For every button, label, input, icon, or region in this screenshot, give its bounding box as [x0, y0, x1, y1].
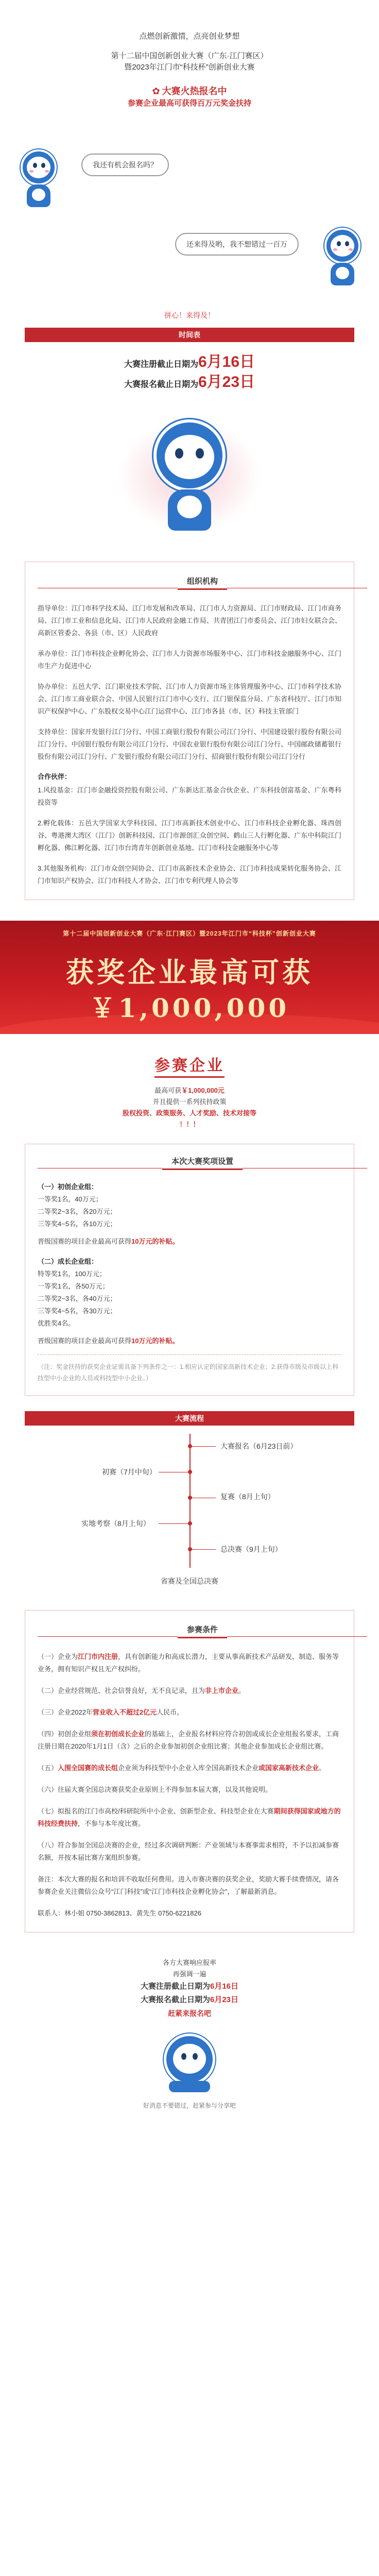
chat-section — [0, 109, 379, 310]
partners-heading: 合作伙伴： — [38, 773, 72, 781]
banner-amount: ￥1,000,000 — [89, 993, 290, 1023]
list-item: 一等奖1名，各50万元； — [38, 1282, 109, 1290]
growth-group-title: （二）成长企业组： — [38, 1258, 98, 1265]
organization-card — [25, 562, 354, 900]
stage-final: 总决赛（9月上旬） — [220, 1545, 282, 1553]
stage-site-visit: 实地考察（8月上旬） — [81, 1519, 150, 1528]
fire-icon: ✿ — [152, 86, 160, 96]
awards-title: 本次大赛奖项设置 — [162, 1154, 243, 1170]
co-units: 协办单位：五邑大学、江门职业技术学院、江门市人力资源市场主体管理服务中心、江门市科学技术协会、江门市工商业联合会、中国人民银行江门市中心支行、江门银保监分局、广东省科技厅、江门市知识产权保护中心、广东股权交易中心江门运营中心、江门市各县（市、区）科技主管部门 — [38, 683, 341, 715]
chat-bubble-question: 我还有机会报名吗？ — [81, 154, 169, 176]
outro-mascot-icon — [159, 2028, 220, 2095]
conditions-header — [38, 1622, 367, 1642]
conditions-remark: 备注：本次大赛的报名和培训不收取任何费用。进入市赛决赛的获奖企业，奖励大赛手续费情况，请各参赛企业关注微信公众号“江门科技”或“江门市科技企业孵化协会”，了解最新消息。 — [38, 1875, 339, 1895]
intro-event-name-1: 第十二届中国创新创业大赛（广东·江门赛区） — [111, 52, 268, 60]
condition-7: （七）拟报名的江门市高校/科研院所中小企业、创新型企业、科技型企业在大赛期间获得国家或地方的科技经费扶持，不参与本年度比赛。 — [38, 1807, 341, 1827]
conditions-title: 参赛条件 — [178, 1622, 227, 1638]
condition-6: （六）往届大赛全国总决赛获奖企业原则上不得参加本届大赛，以及其他说明。 — [38, 1786, 272, 1793]
banner-headline: 获奖企业最高可获 — [66, 956, 313, 989]
schedule-timeline — [25, 1434, 354, 1568]
awards-remark: （注：奖金扶持的获奖企业证需具备下列条件之一：1.相应认定的国家高新技术企业；2.获得市级及市级以上科技型中小企业的人员或科技型中小企业。） — [38, 1354, 341, 1384]
apply-subtitle: 参赛企业最高可获得百万元奖金扶持 — [127, 99, 251, 108]
schedule-section — [0, 1411, 379, 1586]
condition-4: （四）初创企业组须在初创成长企业的基础上，企业报名材料应符合初创或成长企业组报名要求，工商注册日期在2020年1月1日（含）之后的企业参加初创企业组比赛；其他企业参加成长企业组比赛。 — [38, 1730, 339, 1750]
outro-share-note: 好消息不要错过，赶紧参与分享吧 — [143, 2102, 236, 2109]
condition-1: （一）企业为江门市内注册，具有创新能力和高成长潜力，主要从事高新技术产品研发、制造、服务等业务，拥有知识产权且无产权纠纷。 — [38, 1653, 339, 1673]
intro-event-name-2: 暨2023年江门市“科技杯”创新创业大赛 — [124, 63, 255, 72]
submission-date: 6月23日 — [198, 374, 255, 391]
intro-section — [0, 0, 379, 109]
stage-national: 省赛及全国总决赛 — [161, 1577, 218, 1585]
guide-units: 指导单位：江门市科学技术局、江门市发展和改革局、江门市人力资源局、江门市财政局、江门市商务局、江门市工业和信息化局、江门市人民政府金融工作局、共青团江门市委员会、江门市妇女联合会、高新区管委会、各县（市、区）人民政府 — [38, 604, 341, 637]
partner-item-3: 3.其他服务机构：江门市众创空间协会、江门市高新技术企业协会、江门市科技成果转化服务协会、江门市知识产权协会、江门市科技人才协会、江门市专利代理人协会等 — [38, 865, 341, 885]
startup-group-note: 晋级国赛的项目企业最高可获得10万元的补贴。 — [38, 1238, 179, 1245]
mascot-left-icon — [15, 149, 62, 211]
list-item: 一等奖1名，40万元； — [38, 1195, 102, 1203]
compete-max-prize: 最高可获￥1,000,000元 — [154, 1087, 225, 1094]
submission-deadline: 大赛报名截止日期为6月23日 — [124, 374, 255, 391]
outro-line-2: 再强调一遍 — [173, 1970, 206, 1978]
list-item: 二等奖2~3名，各20万元； — [38, 1208, 117, 1215]
organization-title: 组织机构 — [178, 573, 227, 590]
outro-submission-deadline: 大赛报名截止日期为6月23日 — [140, 1995, 239, 2004]
schedule-title-bar: 大赛流程 — [25, 1411, 354, 1426]
condition-2: （二）企业经营规范、社会信誉良好，无不良记录，且为非上市企业。 — [38, 1687, 246, 1694]
list-item: 二等奖2~3名，各40万元； — [38, 1295, 117, 1302]
partner-item-1: 1.风投基金：江门市金融投资控股有限公司、广东新达汇基金合伙企业、广东科技创富基金、广东粤科投资等 — [38, 786, 341, 806]
list-item: 特等奖1名，100万元； — [38, 1270, 106, 1278]
conditions-card — [25, 1610, 354, 1933]
prize-banner — [0, 921, 379, 1034]
awards-header — [38, 1154, 367, 1174]
outro-registration-deadline: 大赛注册截止日期为6月16日 — [140, 1982, 239, 1991]
registration-deadline: 大赛注册截止日期为6月16日 — [124, 353, 255, 370]
support-units: 支持单位：国家开发银行江门分行、中国工商银行股份有限公司江门分行、中国建设银行股份有限公司江门分行、中国银行股份有限公司江门分行、中国农业银行股份有限公司江门分行、中国邮政储蓄银行股份有限公司江门分行、广发银行股份有限公司江门分行、招商银行股份有限公司江门分行 — [38, 728, 341, 760]
condition-3: （三）企业2022年营业收入不超过2亿元人民币。 — [38, 1708, 184, 1716]
awards-card — [25, 1144, 354, 1396]
stage-semifinal: 复赛（8月上旬） — [220, 1493, 275, 1501]
condition-8: （八）符合参加全国总决赛的企业，经过多次调研判断：产业领域与本赛事需求相符，不予以扣减参赛名额，并按本届比赛方案组织参赛。 — [38, 1841, 339, 1861]
compete-benefits: 股权投资、政策服务、人才奖励、技术对接等 — [122, 1109, 256, 1117]
registration-date: 6月16日 — [198, 353, 255, 370]
stage-registration: 大赛报名（6月23日前） — [220, 1442, 298, 1450]
stage-preliminary: 初赛（7月中旬） — [102, 1468, 157, 1476]
apply-title-text: 大赛火热报名中 — [162, 86, 227, 96]
apply-title — [0, 84, 379, 98]
growth-group-note: 晋级国赛的项目企业最高可获得10万元的补贴。 — [38, 1337, 179, 1345]
banner-event-name: 第十二届中国创新创业大赛（广东·江门赛区）暨2023年江门市“科技杯”创新创业大赛 — [63, 930, 316, 937]
compete-section — [0, 1053, 379, 1130]
startup-group-list — [38, 1193, 341, 1230]
organization-header — [38, 573, 367, 594]
big-mascot-icon — [0, 394, 379, 548]
chat-bubble-answer: 还来得及哟，我不想错过一百万 — [175, 233, 299, 256]
list-item: 三等奖4~5名，各30万元； — [38, 1307, 117, 1315]
list-item: 三等奖4~5名，各10万元； — [38, 1220, 117, 1228]
startup-group-title: （一）初创企业组： — [38, 1183, 98, 1191]
compete-exclaim: ！！！ — [179, 1121, 200, 1128]
outro-section — [0, 1957, 379, 2111]
host-units: 承办单位：江门市科技企业孵化协会、江门市人力资源市场服务中心、江门市科技金融服务中心、江门市生产力促进中心 — [38, 650, 341, 670]
outro-line-1: 各方大赛响应报率 — [162, 1959, 216, 1967]
cheer-text: 拼心！来得及！ — [164, 311, 215, 319]
compete-policy: 并且提供一系列扶持政策 — [152, 1098, 227, 1106]
intro-slogan: 点燃创新激情，点亮创业梦想 — [139, 32, 240, 41]
partner-item-2: 2.孵化载体：五邑大学国家大学科技园、江门市高新技术创业中心、江门市科技企业孵化器、珠西创谷、粤港澳大湾区（江门）创新科技园、江门市源创汇众创空间、鹤山三人行孵化器、广东中科院江门孵化器、佛江孵化器、江门市台湾青年创新创业基地、江门市科技金融服务中心等 — [38, 819, 341, 852]
mascot-right-icon — [319, 228, 366, 290]
compete-title: 参赛企业 — [154, 1053, 225, 1078]
outro-call-to-action: 赶紧来报名吧 — [168, 2009, 211, 2018]
contact-info: 联系人：林小姐 0750-3862813、黄先生 0750-6221826 — [38, 1909, 201, 1917]
list-item: 优胜奖4名。 — [38, 1319, 75, 1327]
condition-5: （五）入围全国赛的成长组企业须为科技型中小企业入库全国高新技术企业或国家高新技术企业。 — [38, 1764, 326, 1772]
deadline-block — [0, 353, 379, 394]
timeline-bar: 时间表 — [25, 328, 354, 342]
growth-group-list — [38, 1268, 341, 1330]
